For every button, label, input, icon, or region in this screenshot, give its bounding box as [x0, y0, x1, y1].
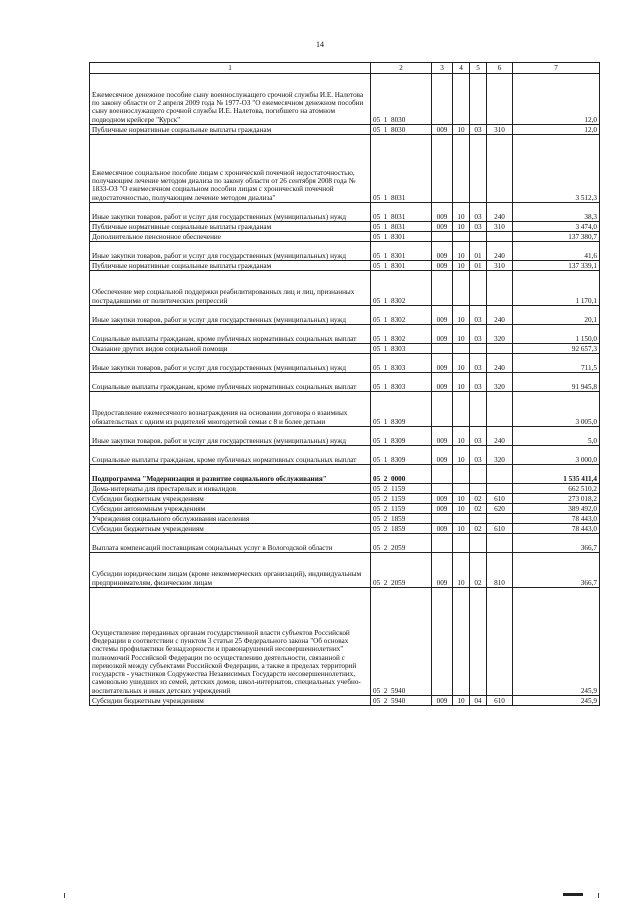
cell-sum: 1 535 411,4	[513, 465, 600, 484]
cell-sum: 245,9	[513, 588, 600, 696]
cell-sum: 137 380,7	[513, 232, 600, 242]
cell-vr	[487, 74, 513, 125]
cell-sum: 12,0	[513, 125, 600, 135]
table-row	[90, 588, 600, 696]
cell-rz	[453, 392, 470, 427]
column-header: 2	[371, 63, 432, 74]
cell-rz: 10	[453, 203, 470, 222]
cell-pr	[470, 271, 487, 306]
cell-code: 05 2 0000	[371, 465, 432, 484]
cell-code: 05 1 8303	[371, 344, 432, 354]
cell-rz: 10	[453, 494, 470, 504]
cell-pr: 04	[470, 696, 487, 706]
table-row	[90, 504, 600, 514]
cell-rz	[453, 344, 470, 354]
cell-vr	[487, 135, 513, 203]
cell-code: 05 1 8303	[371, 354, 432, 373]
cell-pr: 03	[470, 446, 487, 465]
cell-rz	[453, 534, 470, 553]
cell-pr: 03	[470, 354, 487, 373]
cell-name: Иные закупки товаров, работ и услуг для государственных (муниципальных) нужд	[90, 427, 371, 446]
column-header: 3	[432, 63, 453, 74]
cell-vr	[487, 271, 513, 306]
table-row	[90, 222, 600, 232]
cell-sum: 1 170,1	[513, 271, 600, 306]
table-row	[90, 344, 600, 354]
table-row	[90, 325, 600, 344]
cell-name: Публичные нормативные социальные выплаты гражданам	[90, 125, 371, 135]
table-row	[90, 135, 600, 203]
cell-name: Выплата компенсаций поставщикам социальных услуг в Вологодской области	[90, 534, 371, 553]
cell-name: Иные закупки товаров, работ и услуг для государственных (муниципальных) нужд	[90, 354, 371, 373]
cell-pr	[470, 484, 487, 494]
cell-vr: 310	[487, 125, 513, 135]
table-row	[90, 484, 600, 494]
cell-name: Иные закупки товаров, работ и услуг для государственных (муниципальных) нужд	[90, 203, 371, 222]
cell-vr: 610	[487, 494, 513, 504]
cell-sum: 245,9	[513, 696, 600, 706]
cell-rz: 10	[453, 354, 470, 373]
cell-pr: 03	[470, 222, 487, 232]
cell-sum: 273 018,2	[513, 494, 600, 504]
column-header: 6	[487, 63, 513, 74]
cell-min	[432, 135, 453, 203]
cell-vr	[487, 588, 513, 696]
cell-sum: 3 474,0	[513, 222, 600, 232]
cell-rz	[453, 484, 470, 494]
cell-rz	[453, 465, 470, 484]
cell-min: 009	[432, 325, 453, 344]
cell-rz: 10	[453, 373, 470, 392]
cell-vr: 610	[487, 696, 513, 706]
cell-pr: 01	[470, 242, 487, 261]
cell-vr	[487, 392, 513, 427]
cell-vr	[487, 514, 513, 524]
cell-pr	[470, 135, 487, 203]
cell-min: 009	[432, 373, 453, 392]
cell-sum: 78 443,0	[513, 524, 600, 534]
cell-name: Осуществление переданных органам государственной власти субъектов Российской Федерации в соответствии с пунктом 3 статьи 25 Федерального закона "Об основах системы профилактики безнадзорности и правонарушений несовершеннолетних" полномочий Российской Федерации по осуществлению деятельности, связанной с перевозкой между субъектами Российской Федерации, а также в пределах территорий государств - участников Содружества Независимых Государств несовершеннолетних, самовольно ушедших из семей, детских домов, школ-интернатов, специальных учебно-воспитательных и иных детских учреждений	[90, 588, 371, 696]
cell-pr: 03	[470, 373, 487, 392]
cell-min	[432, 534, 453, 553]
cell-pr	[470, 588, 487, 696]
cell-sum: 137 339,1	[513, 261, 600, 271]
cell-vr: 240	[487, 354, 513, 373]
cell-name: Публичные нормативные социальные выплаты гражданам	[90, 261, 371, 271]
cell-vr: 240	[487, 427, 513, 446]
table-row	[90, 465, 600, 484]
cell-code: 05 2 5940	[371, 588, 432, 696]
cell-min: 009	[432, 494, 453, 504]
cell-vr	[487, 534, 513, 553]
cell-pr	[470, 392, 487, 427]
cell-code: 05 2 1859	[371, 514, 432, 524]
cell-code: 05 1 8309	[371, 392, 432, 427]
cell-code: 05 2 1159	[371, 494, 432, 504]
cell-sum: 3 000,0	[513, 446, 600, 465]
cell-vr: 240	[487, 306, 513, 325]
cell-name: Субсидии бюджетным учреждениям	[90, 696, 371, 706]
table-row	[90, 232, 600, 242]
table-row	[90, 261, 600, 271]
table-row	[90, 203, 600, 222]
cell-rz: 10	[453, 524, 470, 534]
cell-name: Обеспечение мер социальной поддержки реабилитированных лиц и лиц, признанных пострадавшими от политических репрессий	[90, 271, 371, 306]
cell-min: 009	[432, 203, 453, 222]
cell-name: Социальные выплаты гражданам, кроме публичных нормативных социальных выплат	[90, 325, 371, 344]
cell-sum: 5,0	[513, 427, 600, 446]
cell-sum: 3 512,3	[513, 135, 600, 203]
cell-rz: 10	[453, 125, 470, 135]
cell-code: 05 2 1159	[371, 504, 432, 514]
cell-vr: 810	[487, 553, 513, 588]
cell-name: Оказание других видов социальной помощи	[90, 344, 371, 354]
cell-rz	[453, 232, 470, 242]
cell-pr	[470, 465, 487, 484]
cell-name: Иные закупки товаров, работ и услуг для государственных (муниципальных) нужд	[90, 242, 371, 261]
table-row	[90, 271, 600, 306]
cell-rz	[453, 74, 470, 125]
column-header: 7	[513, 63, 600, 74]
cell-pr	[470, 74, 487, 125]
table-row	[90, 306, 600, 325]
cell-rz: 10	[453, 306, 470, 325]
cell-sum: 366,7	[513, 553, 600, 588]
cell-vr	[487, 465, 513, 484]
cell-vr: 310	[487, 222, 513, 232]
cell-code: 05 2 1159	[371, 484, 432, 494]
cell-min: 009	[432, 242, 453, 261]
cell-name: Дома-интернаты для престарелых и инвалидов	[90, 484, 371, 494]
cell-code: 05 1 8302	[371, 271, 432, 306]
table-row	[90, 125, 600, 135]
cell-min	[432, 588, 453, 696]
cell-name: Предоставление ежемесячного вознаграждения на основании договора о взаимных обязательствах с одним из родителей многодетной семьи с 8 и более детьми	[90, 392, 371, 427]
cell-rz: 10	[453, 325, 470, 344]
cell-name: Подпрограмма "Модернизация и развитие социального обслуживания"	[90, 465, 371, 484]
cell-code: 05 1 8031	[371, 222, 432, 232]
cell-rz: 10	[453, 242, 470, 261]
cell-vr: 610	[487, 524, 513, 534]
table-row	[90, 494, 600, 504]
cell-name: Публичные нормативные социальные выплаты гражданам	[90, 222, 371, 232]
table-row	[90, 446, 600, 465]
cell-pr: 02	[470, 494, 487, 504]
cell-min	[432, 344, 453, 354]
scan-mark	[598, 893, 599, 898]
cell-name: Субсидии юридическим лицам (кроме некоммерческих организаций), индивидуальным предпринимателям, физическим лицам	[90, 553, 371, 588]
cell-pr: 02	[470, 524, 487, 534]
cell-min: 009	[432, 222, 453, 232]
cell-pr: 03	[470, 203, 487, 222]
cell-sum: 92 657,3	[513, 344, 600, 354]
cell-code: 05 1 8302	[371, 306, 432, 325]
cell-vr: 320	[487, 373, 513, 392]
cell-code: 05 1 8301	[371, 261, 432, 271]
cell-min: 009	[432, 696, 453, 706]
cell-code: 05 2 1859	[371, 524, 432, 534]
table-row	[90, 553, 600, 588]
table-row	[90, 392, 600, 427]
cell-vr: 320	[487, 325, 513, 344]
page-number: 14	[316, 40, 324, 49]
table-row	[90, 427, 600, 446]
cell-sum: 711,5	[513, 354, 600, 373]
cell-sum: 3 005,0	[513, 392, 600, 427]
cell-code: 05 1 8031	[371, 135, 432, 203]
cell-min	[432, 465, 453, 484]
cell-pr: 03	[470, 427, 487, 446]
table-row	[90, 373, 600, 392]
cell-name: Учреждения социального обслуживания населения	[90, 514, 371, 524]
cell-sum: 389 492,0	[513, 504, 600, 514]
cell-rz: 10	[453, 261, 470, 271]
cell-name: Ежемесячное социальное пособие лицам с хронической почечной недостаточностью, получающим лечение методом диализа по закону области от 26 сентября 2008 года № 1833-ОЗ "О ежемесячном социальном пособии лицам с хронической почечной недостаточностью, получающим лечение методом диализа"	[90, 135, 371, 203]
column-header: 5	[470, 63, 487, 74]
cell-code: 05 1 8303	[371, 373, 432, 392]
scan-mark	[563, 893, 583, 896]
cell-pr: 02	[470, 553, 487, 588]
cell-sum: 662 510,2	[513, 484, 600, 494]
cell-code: 05 1 8030	[371, 74, 432, 125]
cell-pr	[470, 344, 487, 354]
cell-min: 009	[432, 524, 453, 534]
cell-min: 009	[432, 125, 453, 135]
cell-rz	[453, 271, 470, 306]
cell-min: 009	[432, 354, 453, 373]
table-row	[90, 534, 600, 553]
cell-min	[432, 484, 453, 494]
cell-sum: 366,7	[513, 534, 600, 553]
table-row	[90, 242, 600, 261]
cell-rz: 10	[453, 696, 470, 706]
table-row	[90, 524, 600, 534]
cell-name: Социальные выплаты гражданам, кроме публичных нормативных социальных выплат	[90, 373, 371, 392]
cell-min: 009	[432, 261, 453, 271]
cell-vr: 240	[487, 242, 513, 261]
cell-code: 05 1 8030	[371, 125, 432, 135]
cell-min	[432, 232, 453, 242]
cell-min	[432, 514, 453, 524]
cell-pr	[470, 534, 487, 553]
column-header: 1	[90, 63, 371, 74]
cell-name: Субсидии бюджетным учреждениям	[90, 524, 371, 534]
cell-min: 009	[432, 306, 453, 325]
cell-vr	[487, 484, 513, 494]
cell-rz: 10	[453, 222, 470, 232]
cell-sum: 20,1	[513, 306, 600, 325]
cell-code: 05 1 8301	[371, 232, 432, 242]
table-row	[90, 354, 600, 373]
cell-min: 009	[432, 504, 453, 514]
table-header-row	[90, 63, 600, 74]
cell-min	[432, 74, 453, 125]
cell-min: 009	[432, 553, 453, 588]
cell-name: Субсидии бюджетным учреждениям	[90, 494, 371, 504]
cell-code: 05 1 8301	[371, 242, 432, 261]
cell-vr: 320	[487, 446, 513, 465]
cell-sum: 1 150,0	[513, 325, 600, 344]
cell-min: 009	[432, 446, 453, 465]
cell-rz: 10	[453, 504, 470, 514]
cell-code: 05 1 8302	[371, 325, 432, 344]
table-row	[90, 696, 600, 706]
cell-pr	[470, 232, 487, 242]
cell-sum: 12,0	[513, 74, 600, 125]
cell-min	[432, 392, 453, 427]
cell-sum: 41,6	[513, 242, 600, 261]
cell-pr: 01	[470, 261, 487, 271]
cell-code: 05 2 5940	[371, 696, 432, 706]
cell-name: Дополнительное пенсионное обеспечение	[90, 232, 371, 242]
cell-sum: 78 443,0	[513, 514, 600, 524]
cell-pr: 03	[470, 325, 487, 344]
cell-code: 05 2 2059	[371, 534, 432, 553]
cell-name: Субсидии автономным учреждениям	[90, 504, 371, 514]
cell-pr: 02	[470, 504, 487, 514]
cell-code: 05 1 8309	[371, 446, 432, 465]
cell-code: 05 2 2059	[371, 553, 432, 588]
cell-rz: 10	[453, 553, 470, 588]
column-header: 4	[453, 63, 470, 74]
cell-vr: 620	[487, 504, 513, 514]
budget-table	[89, 62, 600, 706]
cell-rz	[453, 514, 470, 524]
cell-sum: 91 945,8	[513, 373, 600, 392]
cell-vr: 310	[487, 261, 513, 271]
cell-rz: 10	[453, 427, 470, 446]
cell-name: Иные закупки товаров, работ и услуг для государственных (муниципальных) нужд	[90, 306, 371, 325]
cell-name: Социальные выплаты гражданам, кроме публичных нормативных социальных выплат	[90, 446, 371, 465]
cell-pr	[470, 514, 487, 524]
cell-code: 05 1 8031	[371, 203, 432, 222]
cell-vr: 240	[487, 203, 513, 222]
cell-vr	[487, 344, 513, 354]
cell-pr: 03	[470, 306, 487, 325]
scan-mark	[64, 893, 65, 898]
cell-min: 009	[432, 427, 453, 446]
cell-pr: 03	[470, 125, 487, 135]
cell-rz: 10	[453, 446, 470, 465]
cell-min	[432, 271, 453, 306]
cell-rz	[453, 135, 470, 203]
cell-sum: 38,3	[513, 203, 600, 222]
cell-code: 05 1 8309	[371, 427, 432, 446]
cell-rz	[453, 588, 470, 696]
table-row	[90, 74, 600, 125]
table-row	[90, 514, 600, 524]
cell-name: Ежемесячное денежное пособие сыну военнослужащего срочной службы И.Е. Налетова по закону области от 2 апреля 2009 года № 1977-ОЗ "О ежемесячном денежном пособии сыну военнослужащего срочной службы И.Е. Налетова, погибшего на атомном подводном крейсере "Курск"	[90, 74, 371, 125]
cell-vr	[487, 232, 513, 242]
